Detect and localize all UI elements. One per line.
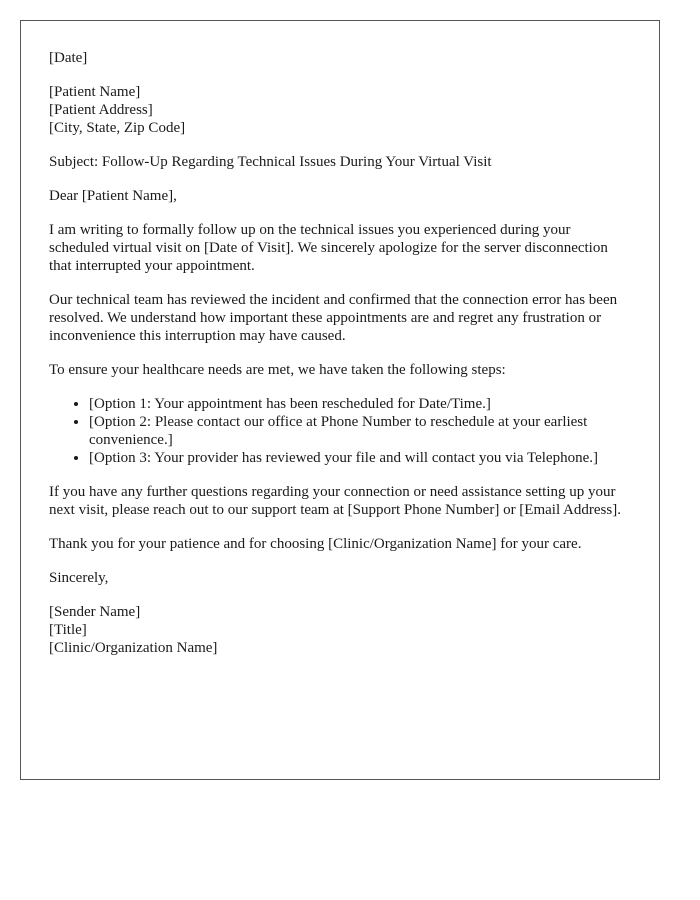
letter-sign-off: Sincerely, [49,570,109,586]
sender-title: [Title] [49,622,87,638]
letter-date: [Date] [49,50,88,66]
steps-list [49,395,631,467]
letter-subject: Subject: Follow-Up Regarding Technical Issues During Your Virtual Visit [49,154,492,170]
recipient-address: [Patient Address] [49,102,153,118]
body-paragraph-apology: I am writing to formally follow up on the technical issues you experienced during your scheduled virtual visit on [Date of Visit]. We sincerely apologize for the server disconnection that interrupted your appointment. [49,222,608,274]
steps-list-item: • [Option 2: Please contact our office at Phone Number to reschedule at your earliest convenience.] [89,413,631,449]
body-paragraph-thanks: Thank you for your patience and for choosing [Clinic/Organization Name] for your care. [49,536,582,552]
recipient-city-state-zip: [City, State, Zip Code] [49,120,186,136]
letter-salutation: Dear [Patient Name], [49,188,177,204]
sender-organization: [Clinic/Organization Name] [49,640,218,656]
sender-name: [Sender Name] [49,604,141,620]
sender-signature-block [49,603,631,657]
steps-list-item: • [Option 3: Your provider has reviewed your file and will contact you via Telephone.] [89,449,631,467]
body-paragraph-resolution: Our technical team has reviewed the incident and confirmed that the connection error has been resolved. We understand how important these appointments are and regret any frustration or inconvenience this interruption may have caused. [49,292,618,344]
letter-page [20,20,660,780]
body-paragraph-steps-intro: To ensure your healthcare needs are met, we have taken the following steps: [49,362,506,378]
recipient-address-block [49,83,631,137]
recipient-name: [Patient Name] [49,84,141,100]
body-paragraph-support-contact: If you have any further questions regarding your connection or need assistance setting up your next visit, please reach out to our support team at [Support Phone Number] or [Email Address]. [49,484,621,518]
steps-list-item: • [Option 1: Your appointment has been rescheduled for Date/Time.] [89,395,631,413]
